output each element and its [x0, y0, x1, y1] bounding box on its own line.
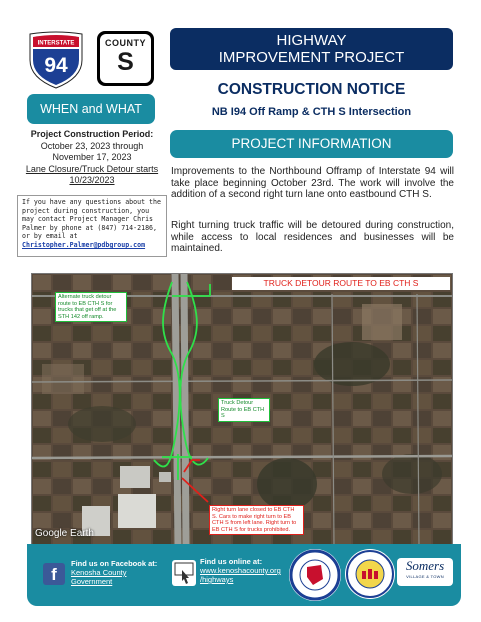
facebook-heading: Find us on Facebook at:: [71, 559, 158, 568]
construction-period: [17, 129, 167, 187]
intersection-subtitle: NB I94 Off Ramp & CTH S Intersection: [211, 106, 412, 118]
somers-logo: [397, 558, 453, 586]
somers-name: Somers: [405, 558, 445, 573]
county-label: COUNTY: [105, 38, 146, 48]
closure-line1: Lane Closure/Truck Detour starts: [25, 163, 159, 174]
interstate-number: 94: [44, 54, 68, 77]
google-earth-attribution: Google Earth: [35, 528, 94, 539]
alternate-detour-note: Alternate truck detour route to EB CTH S for trucks that get off at the STH 142 off ramp.: [55, 292, 127, 322]
construction-notice-heading: CONSTRUCTION NOTICE: [217, 81, 406, 98]
kenosha-county-seal-icon: [345, 549, 395, 599]
somers-subtitle: VILLAGE & TOWN: [406, 574, 444, 579]
web-link-line1[interactable]: www.kenoshacounty.org: [200, 566, 281, 575]
title-line1: HIGHWAY: [276, 32, 347, 49]
county-s-shield-icon: [97, 31, 154, 86]
footer-bar: [27, 544, 461, 606]
title-line2: IMPROVEMENT PROJECT: [218, 49, 405, 66]
wisdot-seal-icon: [289, 549, 341, 601]
facebook-link-line1[interactable]: Kenosha County: [71, 568, 127, 577]
title-banner: [170, 28, 453, 70]
map-title: TRUCK DETOUR ROUTE TO EB CTH S: [232, 277, 450, 290]
county-letter: S: [117, 48, 134, 76]
detour-route-note: Truck Detour Route to EB CTH S: [218, 398, 270, 422]
facebook-icon[interactable]: f: [43, 563, 65, 585]
facebook-info: [71, 559, 157, 586]
facebook-link-line2[interactable]: Government: [71, 577, 113, 586]
detour-aerial-map: [31, 273, 453, 545]
web-link-line2[interactable]: /highways: [200, 575, 234, 584]
period-line1: October 23, 2023 through: [40, 140, 144, 151]
interstate-94-shield-icon: [27, 30, 85, 90]
web-heading: Find us online at:: [200, 557, 263, 566]
contact-email-link[interactable]: Christopher.Palmer@pdbgroup.com: [22, 240, 146, 249]
when-and-what-label: WHEN and WHAT: [27, 94, 155, 124]
contact-box: [17, 195, 167, 257]
project-paragraph-2: Right turning truck traffic will be detoured during construction, while access to local residences and businesses will be maintained.: [171, 220, 454, 255]
click-hand-icon: [172, 560, 196, 586]
lane-closed-note: Right turn lane closed to EB CTH S. Cars to make right turn to EB CTH S from left lane. Right turn to EB CTH S for trucks prohibited.: [209, 505, 304, 535]
contact-text: If you have any questions about the project during construction, you may contact Project Manager Chris Palmer by phone at (847) 714-2186, or by email at: [22, 198, 161, 241]
project-paragraph-1: Improvements to the Northbound Offramp of Interstate 94 will take place beginning October 23rd. The work will involve the addition of a second right turn lane onto eastbound CTH S.: [171, 166, 454, 201]
interstate-label: INTERSTATE: [37, 40, 75, 47]
project-information-label: PROJECT INFORMATION: [170, 130, 453, 158]
website-info: [200, 557, 281, 584]
period-line2: November 17, 2023: [52, 152, 132, 162]
period-heading: Project Construction Period:: [30, 129, 154, 139]
closure-line2: 10/23/2023: [69, 175, 115, 185]
